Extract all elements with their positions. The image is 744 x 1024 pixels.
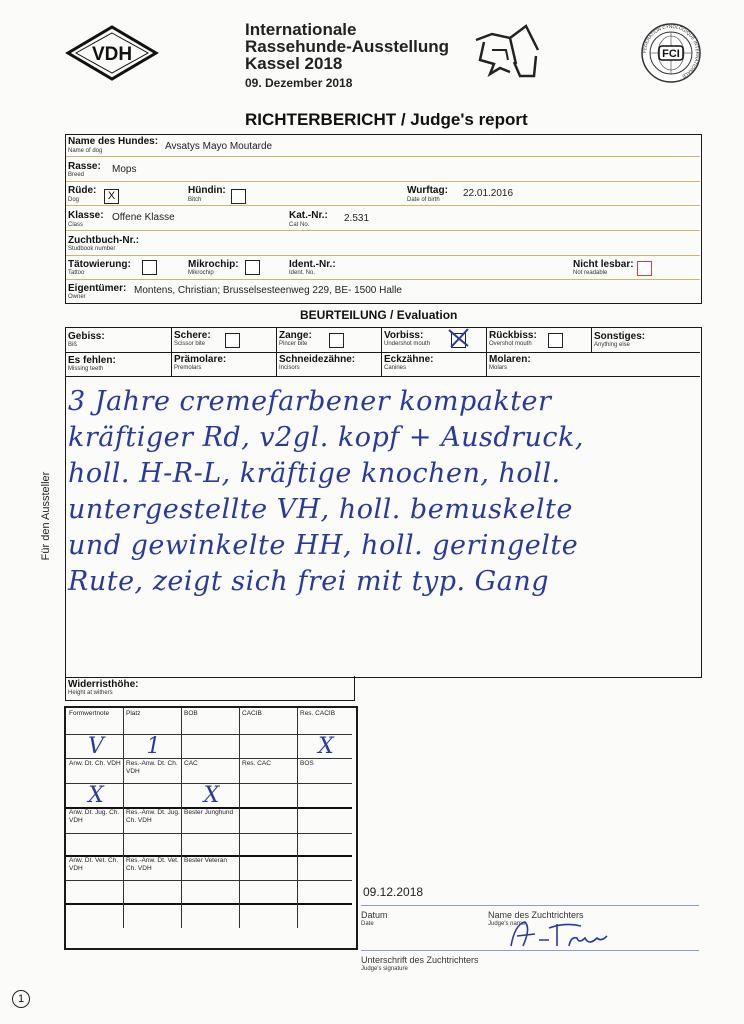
incisors-sublabel: Incisors xyxy=(279,365,300,371)
overshot-sublabel: Overshot mouth xyxy=(489,341,532,347)
scissor-bite-sublabel: Scissor bite xyxy=(174,341,206,347)
divider xyxy=(486,328,487,376)
awards-cell: Res.-Anw. Dt. Vet. Ch. VDH xyxy=(123,855,182,881)
not-readable-checkbox[interactable] xyxy=(637,261,652,276)
awards-cell: X xyxy=(66,783,124,809)
awards-cell xyxy=(123,833,182,857)
awards-cell: Bester Junghund xyxy=(181,807,240,834)
date-sublabel: Date xyxy=(361,921,374,927)
awards-cell xyxy=(181,903,240,928)
awards-cell xyxy=(297,880,352,905)
undershot-label: Vorbiss: xyxy=(384,330,424,341)
ident-number-sublabel: Ident. No. xyxy=(289,270,316,276)
studbook-sublabel: Studbook number xyxy=(68,246,116,252)
handwritten-line: kräftiger Rd, v2gl. kopf + Ausdruck, xyxy=(68,422,584,453)
svg-text:VDH: VDH xyxy=(91,44,133,65)
signature-label: Unterschrift des Zuchtrichters xyxy=(361,955,479,965)
scissor-bite-checkbox[interactable] xyxy=(225,333,240,348)
microchip-checkbox[interactable] xyxy=(245,260,260,275)
awards-cell: X xyxy=(181,783,240,809)
signature-rule xyxy=(361,950,699,951)
missing-teeth-label: Es fehlen: xyxy=(68,355,116,366)
awards-cell xyxy=(239,880,298,905)
awards-cell xyxy=(297,903,352,928)
divider xyxy=(171,328,172,376)
pincer-bite-label: Zange: xyxy=(279,330,312,341)
awards-cell xyxy=(66,903,124,928)
awards-cell: Res.-Anw. Dt. Jug. Ch. VDH xyxy=(123,807,182,834)
molars-sublabel: Molars xyxy=(489,365,508,371)
dog-name-value: Avsatys Mayo Moutarde xyxy=(165,141,273,152)
premolars-sublabel: Premolars xyxy=(174,365,202,371)
catalog-number-label: Kat.-Nr.: xyxy=(289,210,328,221)
catalog-number-value: 2.531 xyxy=(344,213,370,224)
awards-cell xyxy=(66,880,124,905)
awards-cell: Platz xyxy=(123,708,182,735)
side-note: Für den Aussteller xyxy=(40,471,52,561)
awards-cell xyxy=(297,783,352,809)
missing-teeth-sublabel: Missing teeth xyxy=(68,366,104,372)
awards-cell xyxy=(66,833,124,857)
awards-cell: Bester Veteran xyxy=(181,855,240,881)
awards-cell: Res. CACIB xyxy=(297,708,352,735)
awards-cell xyxy=(123,903,182,928)
class-label: Klasse: xyxy=(68,210,104,221)
pincer-bite-sublabel: Pincer bite xyxy=(279,341,308,347)
report-title: RICHTERBERICHT / Judge's report xyxy=(245,110,528,129)
event-title-line3: Kassel 2018 xyxy=(245,54,343,73)
microchip-sublabel: Mikrochip xyxy=(188,270,214,276)
owner-label: Eigentümer: xyxy=(68,283,127,294)
awards-cell: 1 xyxy=(123,734,182,759)
evaluation-title: BEURTEILUNG / Evaluation xyxy=(300,308,458,322)
dob-value: 22.01.2016 xyxy=(463,188,514,199)
rule xyxy=(66,279,700,280)
fci-logo xyxy=(640,22,702,84)
rule xyxy=(66,205,700,206)
not-readable-sublabel: Not readable xyxy=(573,270,608,276)
rule xyxy=(66,230,700,231)
handwritten-line: holl. H-R-L, kräftige knochen, holl. xyxy=(68,458,561,489)
rule xyxy=(66,255,700,256)
judge-name-sublabel: Judge's name xyxy=(488,921,526,927)
handwritten-line: Rute, zeigt sich frei mit typ. Gang xyxy=(68,566,550,597)
awards-cell: BOB xyxy=(181,708,240,735)
awards-table xyxy=(64,706,358,950)
overshot-label: Rückbiss: xyxy=(489,330,537,341)
owner-value: Montens, Christian; Brusselsesteenweg 229, BE- 1500 Halle xyxy=(134,285,402,296)
undershot-check-mark xyxy=(446,326,472,350)
awards-cell: CAC xyxy=(181,758,240,784)
awards-cell: Anw. Dt. Ch. VDH xyxy=(66,758,124,784)
awards-cell xyxy=(239,903,298,928)
event-title-line1: Internationale xyxy=(245,20,357,39)
other-label: Sonstiges: xyxy=(594,331,646,342)
female-label: Hündin: xyxy=(188,185,226,196)
event-title-line2: Rassehunde-Ausstellung xyxy=(245,37,450,56)
female-checkbox[interactable] xyxy=(231,189,246,204)
canines-sublabel: Canines xyxy=(384,365,407,371)
awards-cell xyxy=(297,855,352,881)
incisors-label: Schneidezähne: xyxy=(279,354,356,365)
divider xyxy=(66,376,700,377)
studbook-label: Zuchtbuch-Nr.: xyxy=(68,235,140,246)
rule xyxy=(66,181,700,182)
breed-value: Mops xyxy=(112,164,137,175)
female-sublabel: Bitch xyxy=(188,197,202,203)
dob-label: Wurftag: xyxy=(407,185,448,196)
awards-cell xyxy=(297,807,352,834)
dog-name-sublabel: Name of dog xyxy=(68,148,103,154)
awards-cell xyxy=(181,880,240,905)
awards-cell: Formwertnote xyxy=(66,708,124,735)
microchip-label: Mikrochip: xyxy=(188,259,239,270)
scissor-bite-label: Schere: xyxy=(174,330,211,341)
other-sublabel: Anything else xyxy=(594,342,631,348)
signature-rule xyxy=(361,905,699,906)
divider xyxy=(66,352,700,353)
awards-cell xyxy=(239,783,298,809)
awards-cell xyxy=(239,833,298,857)
signature-sublabel: Judge's signature xyxy=(361,966,408,972)
owner-sublabel: Owner xyxy=(68,294,86,300)
date-value: 09.12.2018 xyxy=(363,885,424,899)
awards-cell: CACIB xyxy=(239,708,298,735)
awards-cell: V xyxy=(66,734,124,759)
class-sublabel: Class xyxy=(68,222,84,228)
kassel-dog-logo-icon xyxy=(470,20,544,80)
male-label: Rüde: xyxy=(68,185,97,196)
awards-cell xyxy=(123,880,182,905)
rule xyxy=(66,156,700,157)
height-sublabel: Height at withers xyxy=(68,690,113,696)
date-label: Datum xyxy=(361,910,388,920)
molars-label: Molaren: xyxy=(489,354,531,365)
awards-cell: X xyxy=(297,734,352,759)
tattoo-sublabel: Tattoo xyxy=(68,270,85,276)
breed-sublabel: Breed xyxy=(68,172,85,178)
handwritten-line: und gewinkelte HH, holl. geringelte xyxy=(68,530,579,561)
awards-cell xyxy=(239,855,298,881)
awards-cell xyxy=(123,783,182,809)
dob-sublabel: Date of birth xyxy=(407,197,440,203)
dog-name-label: Name des Hundes: xyxy=(68,136,159,147)
awards-cell: Anw. Dt. Vet. Ch. VDH xyxy=(66,855,124,881)
class-value: Offene Klasse xyxy=(112,212,175,223)
bite-label: Gebiss: xyxy=(68,331,105,342)
awards-cell: Anw. Dt. Jug. Ch. VDH xyxy=(66,807,124,834)
awards-cell: Res.-Anw. Dt. Ch. VDH xyxy=(123,758,182,784)
pincer-bite-checkbox[interactable] xyxy=(329,333,344,348)
undershot-sublabel: Undershot mouth xyxy=(384,341,431,347)
handwritten-line: 3 Jahre cremefarbener kompakter xyxy=(68,386,552,417)
male-checkbox[interactable]: X xyxy=(104,189,119,204)
bite-sublabel: Biß xyxy=(68,342,77,348)
catalog-number-sublabel: Cat No. xyxy=(289,222,310,228)
divider xyxy=(591,328,592,352)
ident-number-label: Ident.-Nr.: xyxy=(289,259,336,270)
tattoo-label: Tätowierung: xyxy=(68,259,131,270)
male-sublabel: Dog xyxy=(68,197,80,203)
not-readable-label: Nicht lesbar: xyxy=(573,259,634,270)
awards-cell xyxy=(181,734,240,759)
event-date: 09. Dezember 2018 xyxy=(245,76,353,90)
premolars-label: Prämolare: xyxy=(174,354,227,365)
canines-label: Eckzähne: xyxy=(384,354,434,365)
vdh-logo xyxy=(64,24,160,84)
awards-cell: BOS xyxy=(297,758,352,784)
svg-text:FEDERATION CYNOLOGIQUE INTERNA: FEDERATION CYNOLOGIQUE INTERNATIONALE xyxy=(641,23,701,80)
breed-label: Rasse: xyxy=(68,161,101,172)
awards-cell xyxy=(181,833,240,857)
awards-cell xyxy=(297,833,352,857)
divider xyxy=(276,328,277,376)
judge-name-label: Name des Zuchtrichters xyxy=(488,910,584,920)
divider xyxy=(381,328,382,376)
height-label: Widerristhöhe: xyxy=(68,679,139,690)
handwritten-line: untergestellte VH, holl. bemuskelte xyxy=(68,494,573,525)
page-number: 1 xyxy=(12,990,30,1008)
overshot-checkbox[interactable] xyxy=(548,333,563,348)
awards-cell xyxy=(239,734,298,759)
awards-cell: Res. CAC xyxy=(239,758,298,784)
svg-text:FCI: FCI xyxy=(662,48,680,60)
tattoo-checkbox[interactable] xyxy=(142,260,157,275)
awards-cell xyxy=(239,807,298,834)
